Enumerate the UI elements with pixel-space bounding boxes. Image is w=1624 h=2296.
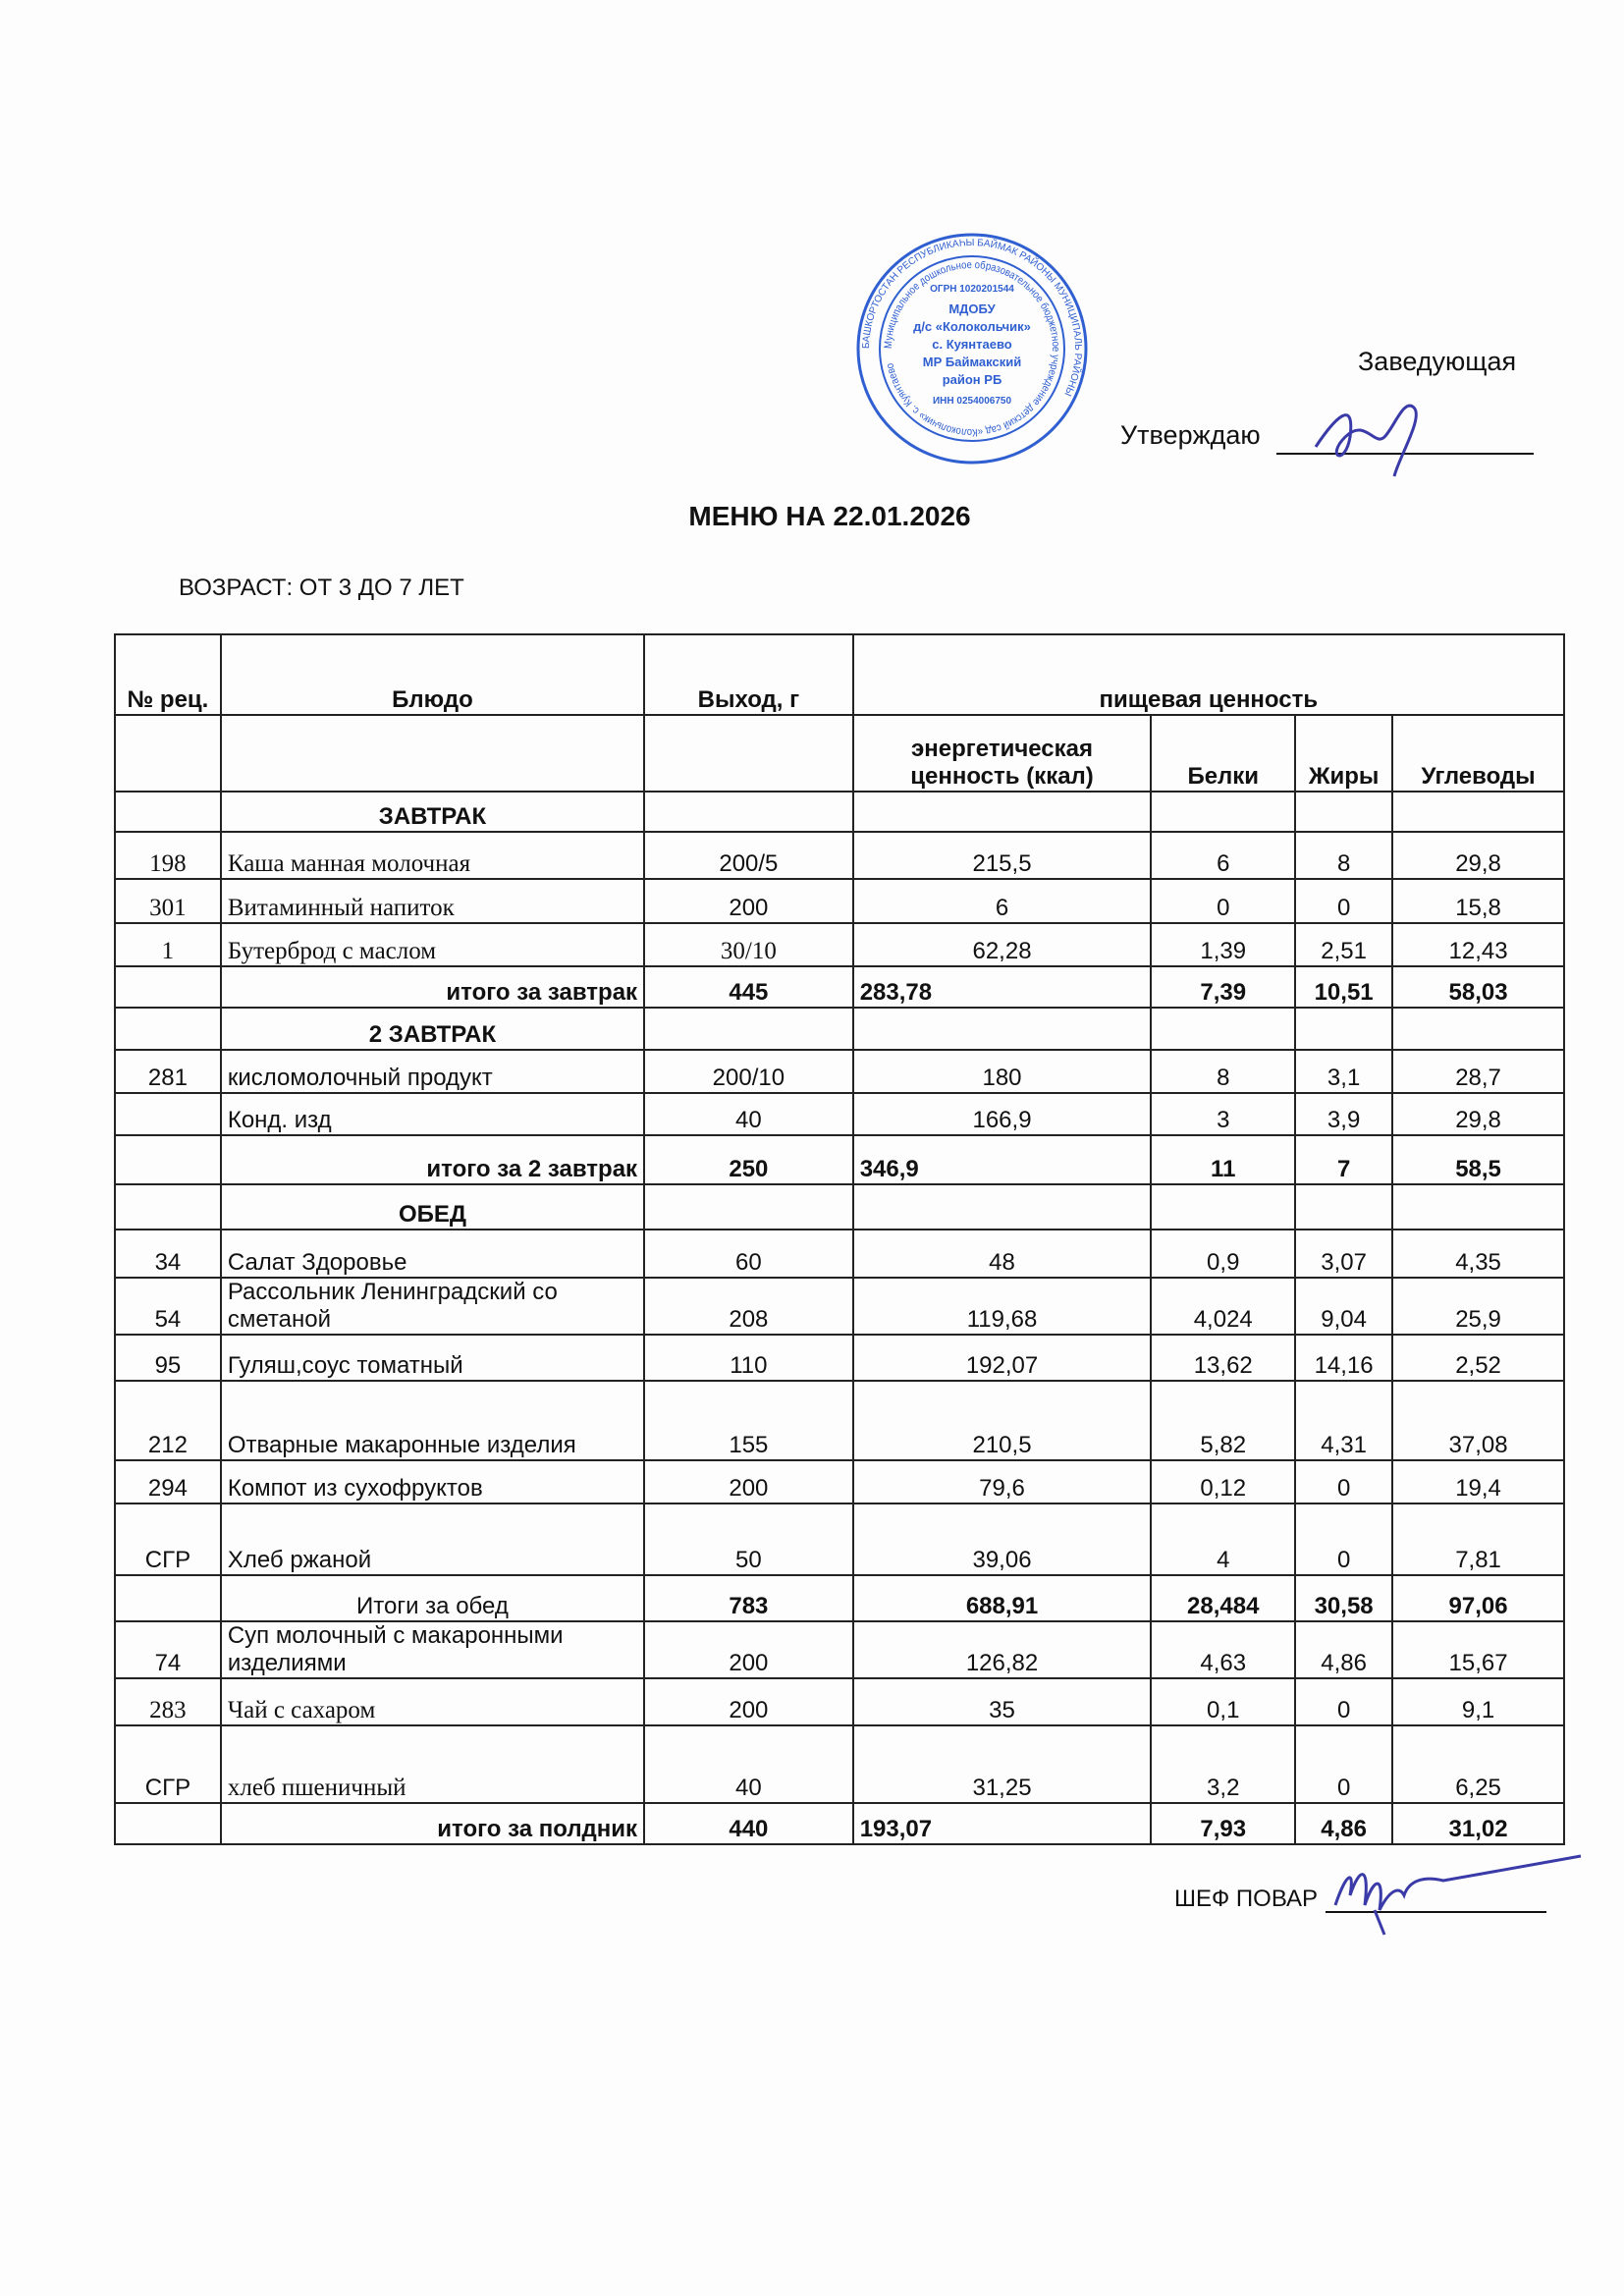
cell-carbs: 2,52 [1392,1335,1564,1381]
cell-carbs: 15,67 [1392,1621,1564,1678]
cell-protein [1151,1184,1295,1230]
header-energy: энергетическая ценность (ккал) [853,715,1152,792]
cell-fat: 7 [1295,1135,1392,1184]
cell-num [115,1135,221,1184]
cell-dish: итого за завтрак [221,966,644,1008]
cell-carbs: 15,8 [1392,879,1564,923]
cell-protein: 8 [1151,1050,1295,1093]
header-num: № рец. [115,634,221,715]
cell-dish: хлеб пшеничный [221,1725,644,1803]
cell-carbs [1392,792,1564,832]
chef-label: ШЕФ ПОВАР [1174,1886,1319,1912]
section-row [115,1184,1564,1230]
header-carbs: Углеводы [1392,715,1564,792]
head-signature [1306,378,1453,486]
cell-protein: 13,62 [1151,1335,1295,1381]
cell-carbs: 4,35 [1392,1230,1564,1278]
cell-fat: 4,86 [1295,1803,1392,1844]
stamp-outer-text: БАШКОРТОСТАН РЕСПУБЛИКАҺЫ БАЙМАК РАЙОНЫ МУНИЦИПАЛЬ РАЙОНЫ [860,237,1084,398]
stamp-line: МДОБУ [948,301,996,316]
cell-protein: 0,1 [1151,1678,1295,1725]
cell-yield: 200 [644,1460,853,1503]
cell-dish: Каша манная молочная [221,832,644,879]
cell-dish: Итоги за обед [221,1575,644,1621]
cell-yield: 110 [644,1335,853,1381]
cell-protein [1151,792,1295,832]
stamp-line: МР Баймакский [922,355,1022,369]
cell-energy: 79,6 [853,1460,1152,1503]
cell-fat: 3,9 [1295,1093,1392,1135]
cell-protein: 11 [1151,1135,1295,1184]
table-row [115,1503,1564,1575]
cell-fat [1295,1008,1392,1050]
cell-carbs: 31,02 [1392,1803,1564,1844]
cell-num: 281 [115,1050,221,1093]
cell-fat: 3,1 [1295,1050,1392,1093]
section-row [115,792,1564,832]
table-row [115,1678,1564,1725]
cell-dish: Суп молочный с макаронными изделиями [221,1621,644,1678]
cell-protein: 4 [1151,1503,1295,1575]
cell-carbs: 97,06 [1392,1575,1564,1621]
cell-protein: 3,2 [1151,1725,1295,1803]
cell-dish: Гуляш,соус томатный [221,1335,644,1381]
cell-protein: 28,484 [1151,1575,1295,1621]
table-row [115,1278,1564,1335]
cell-yield: 208 [644,1278,853,1335]
cell-num [115,1803,221,1844]
cell-num: СГР [115,1503,221,1575]
cell-num: 301 [115,879,221,923]
header-dish: Блюдо [221,634,644,715]
cell-carbs: 7,81 [1392,1503,1564,1575]
cell-energy: 6 [853,879,1152,923]
table-row [115,1460,1564,1503]
cell-dish: Бутерброд с маслом [221,923,644,966]
header-blank [115,715,221,792]
cell-protein: 3 [1151,1093,1295,1135]
cell-fat: 9,04 [1295,1278,1392,1335]
cell-num [115,792,221,832]
cell-carbs [1392,1008,1564,1050]
approver-position: Заведующая [1358,347,1517,376]
cell-dish: Рассольник Ленинградский со сметаной [221,1278,644,1335]
cell-protein: 7,39 [1151,966,1295,1008]
cell-dish: Чай с сахаром [221,1678,644,1725]
cell-carbs: 29,8 [1392,1093,1564,1135]
cell-num: СГР [115,1725,221,1803]
cell-energy [853,792,1152,832]
table-row [115,1230,1564,1278]
total-row [115,1135,1564,1184]
cell-yield: 200/10 [644,1050,853,1093]
cell-yield: 60 [644,1230,853,1278]
cell-energy [853,1008,1152,1050]
cell-fat: 4,31 [1295,1381,1392,1460]
table-row [115,1335,1564,1381]
stamp-line: с. Куянтаево [932,337,1012,352]
cell-dish: Хлеб ржаной [221,1503,644,1575]
cell-energy: 210,5 [853,1381,1152,1460]
cell-energy: 39,06 [853,1503,1152,1575]
cell-carbs: 28,7 [1392,1050,1564,1093]
header-fat: Жиры [1295,715,1392,792]
cell-carbs: 25,9 [1392,1278,1564,1335]
stamp-inn: ИНН 0254006750 [932,396,1012,407]
cell-yield [644,792,853,832]
cell-fat: 0 [1295,1503,1392,1575]
cell-fat: 14,16 [1295,1335,1392,1381]
official-stamp [854,231,1090,466]
cell-dish: ОБЕД [221,1184,644,1230]
menu-table [114,633,1565,1845]
cell-carbs [1392,1184,1564,1230]
cell-carbs: 9,1 [1392,1678,1564,1725]
cell-yield: 200 [644,1678,853,1725]
page-title: МЕНЮ НА 22.01.2026 [688,501,971,531]
cell-energy [853,1184,1152,1230]
total-row [115,966,1564,1008]
cell-energy: 166,9 [853,1093,1152,1135]
cell-fat: 0 [1295,879,1392,923]
cell-dish: Конд. изд [221,1093,644,1135]
cell-yield: 200 [644,879,853,923]
cell-yield: 40 [644,1093,853,1135]
cell-protein: 0,9 [1151,1230,1295,1278]
cell-dish: 2 ЗАВТРАК [221,1008,644,1050]
cell-protein: 0,12 [1151,1460,1295,1503]
cell-fat: 8 [1295,832,1392,879]
header-nutrition: пищевая ценность [853,634,1564,715]
cell-num: 283 [115,1678,221,1725]
cell-dish: итого за 2 завтрак [221,1135,644,1184]
cell-dish: Компот из сухофруктов [221,1460,644,1503]
cell-fat: 10,51 [1295,966,1392,1008]
cell-fat: 30,58 [1295,1575,1392,1621]
cell-carbs: 37,08 [1392,1381,1564,1460]
stamp-line: район РБ [942,372,1002,387]
cell-energy: 192,07 [853,1335,1152,1381]
cell-fat [1295,1184,1392,1230]
cell-fat: 4,86 [1295,1621,1392,1678]
cell-protein: 7,93 [1151,1803,1295,1844]
cell-energy: 688,91 [853,1575,1152,1621]
stamp-inner-text: Муниципальное дошкольное образовательное бюджетное учреждение детский сад «Колокольчик» с. Куянтаево [882,258,1062,439]
cell-yield: 200 [644,1621,853,1678]
cell-energy: 346,9 [853,1135,1152,1184]
cell-num [115,1008,221,1050]
cell-num [115,1184,221,1230]
table-row [115,832,1564,879]
cell-energy: 180 [853,1050,1152,1093]
menu-table-body [115,792,1564,1844]
cell-carbs: 58,03 [1392,966,1564,1008]
table-row [115,1621,1564,1678]
total-row [115,1575,1564,1621]
cell-num: 34 [115,1230,221,1278]
table-row [115,1381,1564,1460]
cell-fat: 0 [1295,1678,1392,1725]
cell-num [115,1575,221,1621]
table-row [115,1725,1564,1803]
cell-dish: ЗАВТРАК [221,792,644,832]
cell-yield: 250 [644,1135,853,1184]
cell-energy: 35 [853,1678,1152,1725]
cell-num: 95 [115,1335,221,1381]
cell-protein: 0 [1151,879,1295,923]
cell-yield: 50 [644,1503,853,1575]
cell-yield: 155 [644,1381,853,1460]
cell-yield: 445 [644,966,853,1008]
cell-carbs: 12,43 [1392,923,1564,966]
cell-dish: Отварные макаронные изделия [221,1381,644,1460]
table-row [115,879,1564,923]
cell-fat: 2,51 [1295,923,1392,966]
header-blank [221,715,644,792]
cell-yield: 783 [644,1575,853,1621]
cell-protein: 5,82 [1151,1381,1295,1460]
cell-energy: 126,82 [853,1621,1152,1678]
cell-dish: итого за полдник [221,1803,644,1844]
cell-protein: 4,024 [1151,1278,1295,1335]
table-row [115,923,1564,966]
cell-protein: 6 [1151,832,1295,879]
cell-energy: 283,78 [853,966,1152,1008]
cell-carbs: 19,4 [1392,1460,1564,1503]
cell-fat: 3,07 [1295,1230,1392,1278]
cell-energy: 62,28 [853,923,1152,966]
cell-num: 212 [115,1381,221,1460]
cell-fat: 0 [1295,1460,1392,1503]
table-row [115,1050,1564,1093]
header-blank [644,715,853,792]
cell-fat [1295,792,1392,832]
cell-energy: 119,68 [853,1278,1152,1335]
cell-protein [1151,1008,1295,1050]
cell-energy: 48 [853,1230,1152,1278]
cell-yield: 40 [644,1725,853,1803]
cell-num: 1 [115,923,221,966]
cell-dish: Салат Здоровье [221,1230,644,1278]
cell-protein: 1,39 [1151,923,1295,966]
cell-yield: 200/5 [644,832,853,879]
cell-carbs: 6,25 [1392,1725,1564,1803]
cell-dish: Витаминный напиток [221,879,644,923]
cell-carbs: 58,5 [1392,1135,1564,1184]
stamp-line: д/с «Колокольчик» [913,319,1031,334]
cell-dish: кисломолочный продукт [221,1050,644,1093]
chef-signature [1316,1836,1591,1944]
header-yield: Выход, г [644,634,853,715]
section-row [115,1008,1564,1050]
cell-protein: 4,63 [1151,1621,1295,1678]
cell-yield [644,1008,853,1050]
cell-energy: 31,25 [853,1725,1152,1803]
cell-fat: 0 [1295,1725,1392,1803]
cell-yield: 440 [644,1803,853,1844]
approve-label: Утверждаю [1120,420,1261,450]
cell-carbs: 29,8 [1392,832,1564,879]
cell-num: 198 [115,832,221,879]
cell-num [115,1093,221,1135]
cell-energy: 193,07 [853,1803,1152,1844]
stamp-ogrn: ОГРН 1020201544 [930,284,1014,295]
cell-num: 54 [115,1278,221,1335]
table-row [115,1093,1564,1135]
cell-yield [644,1184,853,1230]
cell-num [115,966,221,1008]
cell-num: 74 [115,1621,221,1678]
cell-yield: 30/10 [644,923,853,966]
age-group: ВОЗРАСТ: ОТ 3 ДО 7 ЛЕТ [179,574,464,601]
cell-energy: 215,5 [853,832,1152,879]
header-protein: Белки [1151,715,1295,792]
cell-num: 294 [115,1460,221,1503]
